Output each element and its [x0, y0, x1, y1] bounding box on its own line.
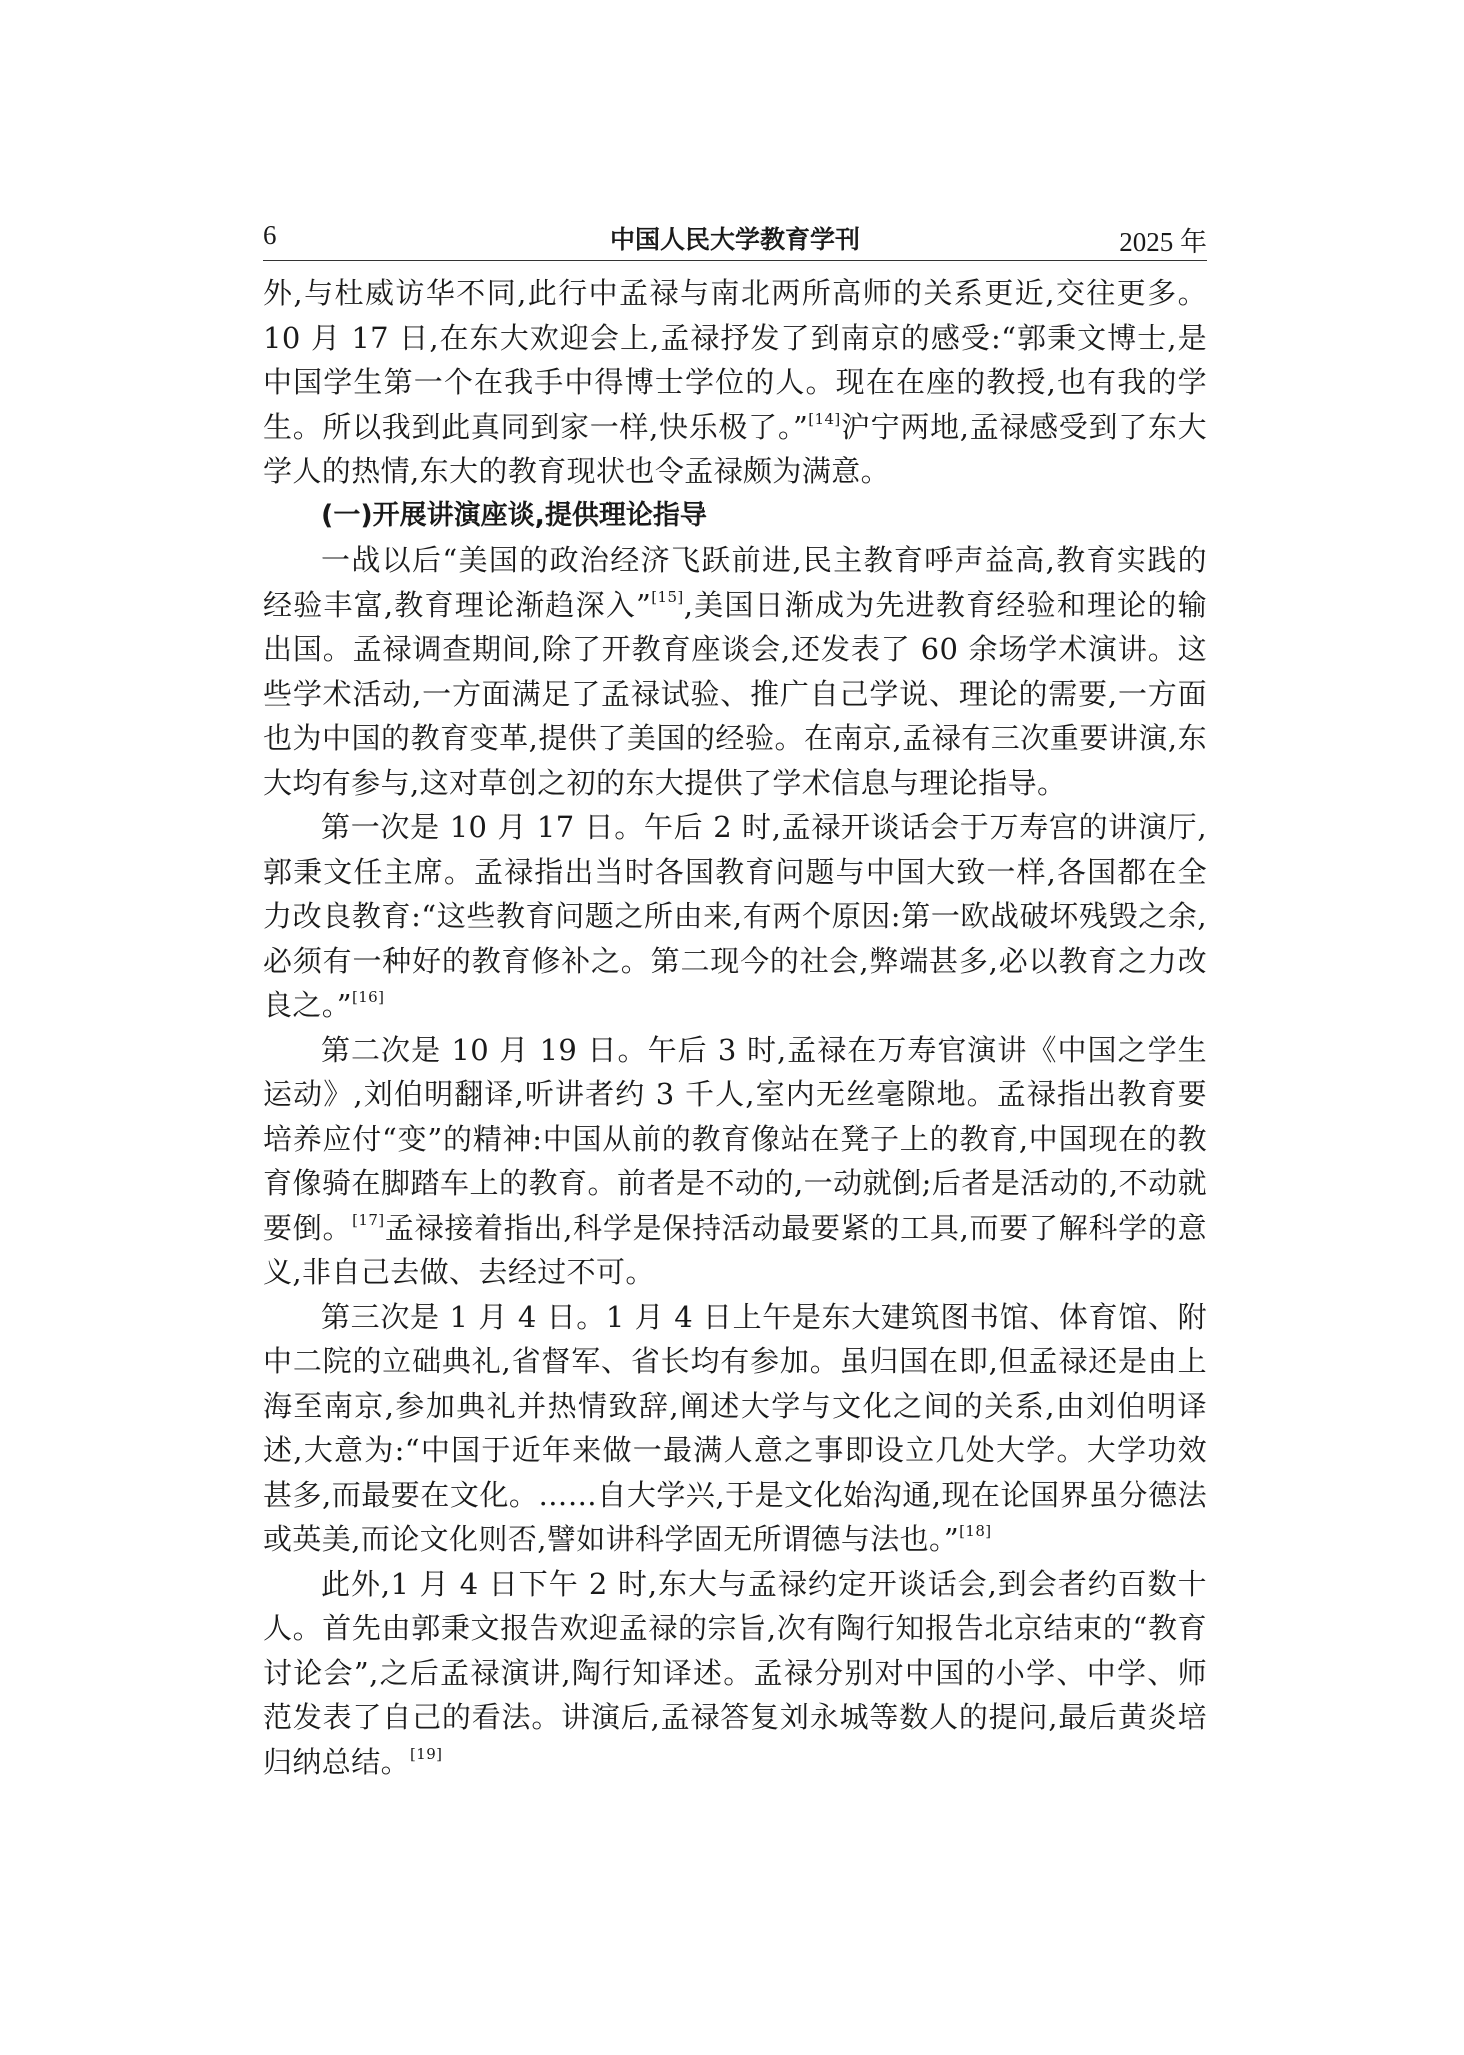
paragraph-text: 此外,1 月 4 日下午 2 时,东大与孟禄约定开谈话会,到会者约百数十人。首先由郭秉文报告欢迎孟禄的宗旨,次有陶行知报告北京结束的“教育讨论会”,之后孟禄演讲,陶行知译述。孟禄分别对中国的小学、中学、师范发表了自己的看法。讲演后,孟禄答复刘永城等数人的提问,最后黄炎培归纳总结。: [263, 1566, 1207, 1779]
citation-ref: [16]: [351, 988, 385, 1007]
section-heading: (一)开展讲演座谈,提供理论指导: [321, 499, 707, 531]
citation-ref: [19]: [410, 1744, 443, 1763]
citation-ref: [14]: [808, 409, 841, 428]
paragraph-5: [263, 1295, 1207, 1562]
paragraph-text: 孟禄接着指出,科学是保持活动最要紧的工具,而要了解科学的意义,非自己去做、去经过不可。: [263, 1210, 1207, 1289]
paragraph-text: 第一次是 10 月 17 日。午后 2 时,孟禄开谈话会于万寿宫的讲演厅,郭秉文任主席。孟禄指出当时各国教育问题与中国大致一样,各国都在全力改良教育:“这些教育问题之所由来,有两个原因:第一欧战破坏残毁之余,必须有一种好的教育修补之。第二现今的社会,弊端甚多,必以教育之力改良之。”: [263, 810, 1207, 1022]
citation-ref: [17]: [352, 1210, 385, 1229]
paragraph-4: [263, 1028, 1207, 1295]
paragraph-text: 外,与杜威访华不同,此行中孟禄与南北两所高师的关系更近,交往更多。10 月 17 日,在东大欢迎会上,孟禄抒发了到南京的感受:“郭秉文博士,是中国学生第一个在我手中得博士学位的人。现在在座的教授,也有我的学生。所以我到此真同到家一样,快乐极了。”: [263, 276, 1207, 444]
paragraph-text: 一战以后“美国的政治经济飞跃前进,民主教育呼声益高,教育实践的经验丰富,教育理论渐趋深入”: [263, 543, 1207, 622]
paragraph-text: 第三次是 1 月 4 日。1 月 4 日上午是东大建筑图书馆、体育馆、附中二院的立础典礼,省督军、省长均有参加。虽归国在即,但孟禄还是由上海至南京,参加典礼并热情致辞,阐述大学与文化之间的关系,由刘伯明译述,大意为:“中国于近年来做一最满人意之事即设立几处大学。大学功效甚多,而最要在文化。……自大学兴,于是文化始沟通,现在论国界虽分德法或英美,而论文化则否,譬如讲科学固无所谓德与法也。”: [263, 1299, 1207, 1556]
journal-title: 中国人民大学教育学刊: [609, 225, 860, 254]
paragraph-6: [263, 1562, 1207, 1785]
citation-ref: [15]: [651, 587, 684, 606]
publication-year: 2025 年: [1119, 227, 1207, 257]
paragraph-1: [263, 271, 1207, 494]
running-header: [263, 216, 1207, 261]
paragraph-2: [263, 538, 1207, 805]
citation-ref: [18]: [959, 1522, 992, 1541]
paragraph-text: 沪宁两地,孟禄感受到了东大学人的热情,东大的教育现状也令孟禄颇为满意。: [263, 409, 1208, 488]
article-body: [263, 271, 1207, 1784]
page-number: 6: [263, 220, 277, 250]
journal-page: [263, 216, 1207, 1784]
paragraph-text: ,美国日渐成为先进教育经验和理论的输出国。孟禄调查期间,除了开教育座谈会,还发表了 60 余场学术演讲。这些学术活动,一方面满足了孟禄试验、推广自己学说、理论的需要,一方面也为中国的教育变革,提供了美国的经验。在南京,孟禄有三次重要讲演,东大均有参与,这对草创之初的东大提供了学术信息与理论指导。: [263, 587, 1207, 800]
paragraph-text: 第二次是 10 月 19 日。午后 3 时,孟禄在万寿官演讲《中国之学生运动》,刘伯明翻译,听讲者约 3 千人,室内无丝毫隙地。孟禄指出教育要培养应付“变”的精神:中国从前的教育像站在凳子上的教育,中国现在的教育像骑在脚踏车上的教育。前者是不动的,一动就倒;后者是活动的,不动就要倒。: [263, 1032, 1207, 1245]
paragraph-3: [263, 805, 1207, 1028]
